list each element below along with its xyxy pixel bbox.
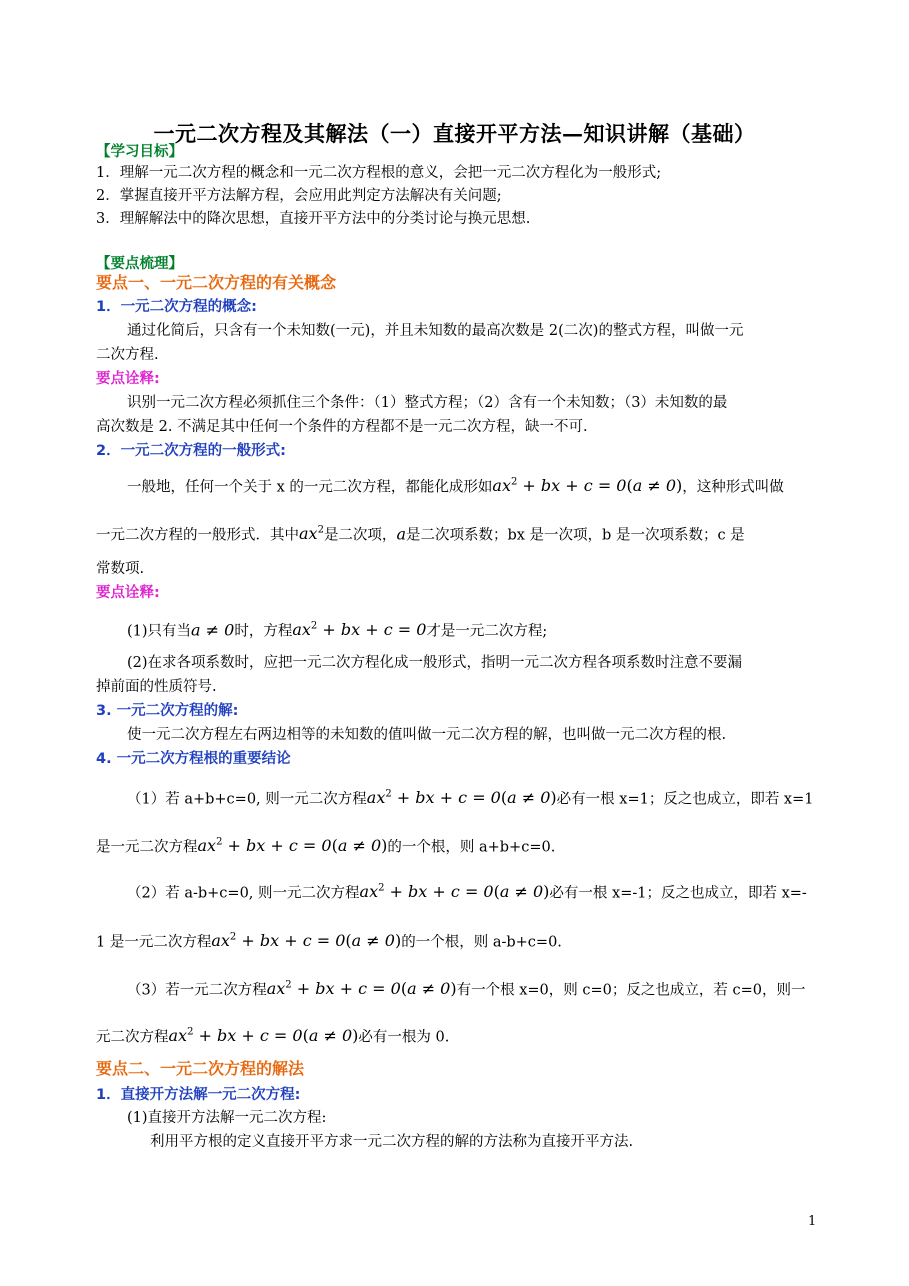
c3-text-a: （3）若一元二次方程 xyxy=(127,982,267,999)
point1-s2-title: 2．一元二次方程的一般形式: xyxy=(96,443,286,459)
c1-text-b: 必有一根 x=1；反之也成立，即若 x=1 xyxy=(556,791,814,808)
conclusion2-line1 xyxy=(127,878,807,904)
note2-line1 xyxy=(127,616,547,642)
page-number: 1 xyxy=(808,1214,817,1229)
point1-s1-p1: 通过化简后，只含有一个未知数(一元)，并且未知数的最高次数是 2(二次)的整式方程，叫做一元 xyxy=(127,323,744,339)
point2-s1-sub: (1)直接开方法解一元二次方程: xyxy=(127,1110,327,1126)
ax2-formula: $ax^2$ xyxy=(299,524,324,544)
conclusion3-line1 xyxy=(127,975,805,1001)
point2-s1-p: 利用平方根的定义直接开平方求一元二次方程的解的方法称为直接开平方法. xyxy=(150,1134,634,1150)
conclusion2-line2 xyxy=(96,927,562,953)
point1-s1-p2: 二次方程. xyxy=(96,347,159,363)
point2-s1-title: 1．直接开方法解一元二次方程: xyxy=(96,1087,301,1103)
c1-formula-1: $ax^2$ + bx + c = 0(a ≠ 0) xyxy=(366,788,557,808)
point1-s2-line2 xyxy=(96,520,745,546)
a-formula: a xyxy=(396,524,406,544)
goal-item-3: 3．理解解法中的降次思想，直接开平方法中的分类讨论与换元思想. xyxy=(96,211,531,227)
c2-text-c: 1 是一元二次方程 xyxy=(96,934,212,951)
goals-heading: 【学习目标】 xyxy=(96,143,183,160)
c1-text-c: 是一元二次方程 xyxy=(96,839,198,856)
c2-text-a: （2）若 a-b+c=0, 则一元二次方程 xyxy=(127,885,360,902)
point1-s3-title: 3. 一元二次方程的解: xyxy=(96,703,239,719)
c1-text-a: （1）若 a+b+c=0, 则一元二次方程 xyxy=(127,791,367,808)
goal-item-1: 1．理解一元二次方程的概念和一元二次方程根的意义，会把一元二次方程化为一般形式; xyxy=(96,165,662,181)
equation-formula: $ax^2$ + bx + c = 0 xyxy=(292,620,427,640)
summary-heading: 【要点梳理】 xyxy=(96,255,183,272)
point1-s2-line1 xyxy=(127,472,784,498)
c3-text-c: 元二次方程 xyxy=(96,1029,169,1046)
conclusion1-line1 xyxy=(127,784,813,810)
point1-s3-p: 使一元二次方程左右两边相等的未知数的值叫做一元二次方程的解，也叫做一元二次方程的根. xyxy=(127,727,727,743)
s2-text-e: 是二次项系数；bx 是一次项，b 是一次项系数；c 是 xyxy=(405,527,745,544)
point1-s1-title: 1．一元二次方程的概念: xyxy=(96,299,257,315)
c3-text-d: 必有一根为 0. xyxy=(358,1029,450,1046)
c2-formula-1: $ax^2$ + bx + c = 0(a ≠ 0) xyxy=(359,882,550,902)
n2-text-a: (1)只有当 xyxy=(127,623,192,640)
s2-text-c: 一元二次方程的一般形式．其中 xyxy=(96,527,299,544)
conclusion1-line2 xyxy=(96,832,555,858)
c2-text-d: 的一个根，则 a-b+c=0. xyxy=(401,934,562,951)
note1-title: 要点诠释: xyxy=(96,371,160,387)
c3-formula-1: $ax^2$ + bx + c = 0(a ≠ 0) xyxy=(266,979,457,999)
point2-heading: 要点二、一元二次方程的解法 xyxy=(96,1059,305,1078)
s2-text-d: 是二次项， xyxy=(323,527,397,544)
page-title: 一元二次方程及其解法（一）直接开平方法—知识讲解（基础） xyxy=(153,121,756,146)
c2-text-b: 必有一根 x=-1；反之也成立，即若 x=- xyxy=(549,885,807,902)
c3-formula-2: $ax^2$ + bx + c = 0(a ≠ 0) xyxy=(168,1026,359,1046)
general-form-formula: $ax^2$ + bx + c = 0(a ≠ 0) xyxy=(492,476,683,496)
point1-s2-line3: 常数项. xyxy=(96,561,145,577)
s2-text-b: ，这种形式叫做 xyxy=(682,479,784,496)
c1-formula-2: $ax^2$ + bx + c = 0(a ≠ 0) xyxy=(197,836,388,856)
c1-text-d: 的一个根，则 a+b+c=0. xyxy=(387,839,556,856)
point1-heading: 要点一、一元二次方程的有关概念 xyxy=(96,273,337,292)
note1-p1: 识别一元二次方程必须抓住三个条件：（1）整式方程；（2）含有一个未知数；（3）未知数的最 xyxy=(127,395,728,411)
point1-s4-title: 4. 一元二次方程根的重要结论 xyxy=(96,751,291,767)
goal-item-2: 2．掌握直接开平方法解方程，会应用此判定方法解决有关问题; xyxy=(96,188,502,204)
c3-text-b: 有一个根 x=0，则 c=0；反之也成立，若 c=0，则一 xyxy=(456,982,806,999)
a-neq-0-formula: a ≠ 0 xyxy=(191,620,235,640)
note2-title: 要点诠释: xyxy=(96,585,160,601)
s2-text-a: 一般地，任何一个关于 x 的一元二次方程，都能化成形如 xyxy=(127,479,493,496)
n2-text-b: 时，方程 xyxy=(234,623,293,640)
conclusion3-line2 xyxy=(96,1022,449,1048)
c2-formula-2: $ax^2$ + bx + c = 0(a ≠ 0) xyxy=(211,931,402,951)
note2-p2b: 掉前面的性质符号. xyxy=(96,679,217,695)
n2-text-c: 才是一元二次方程; xyxy=(426,623,548,640)
note1-p2: 高次数是 2. 不满足其中任何一个条件的方程都不是一元二次方程，缺一不可. xyxy=(96,419,588,435)
note2-p2a: (2)在求各项系数时，应把一元二次方程化成一般形式，指明一元二次方程各项系数时注意不要漏 xyxy=(127,655,743,671)
